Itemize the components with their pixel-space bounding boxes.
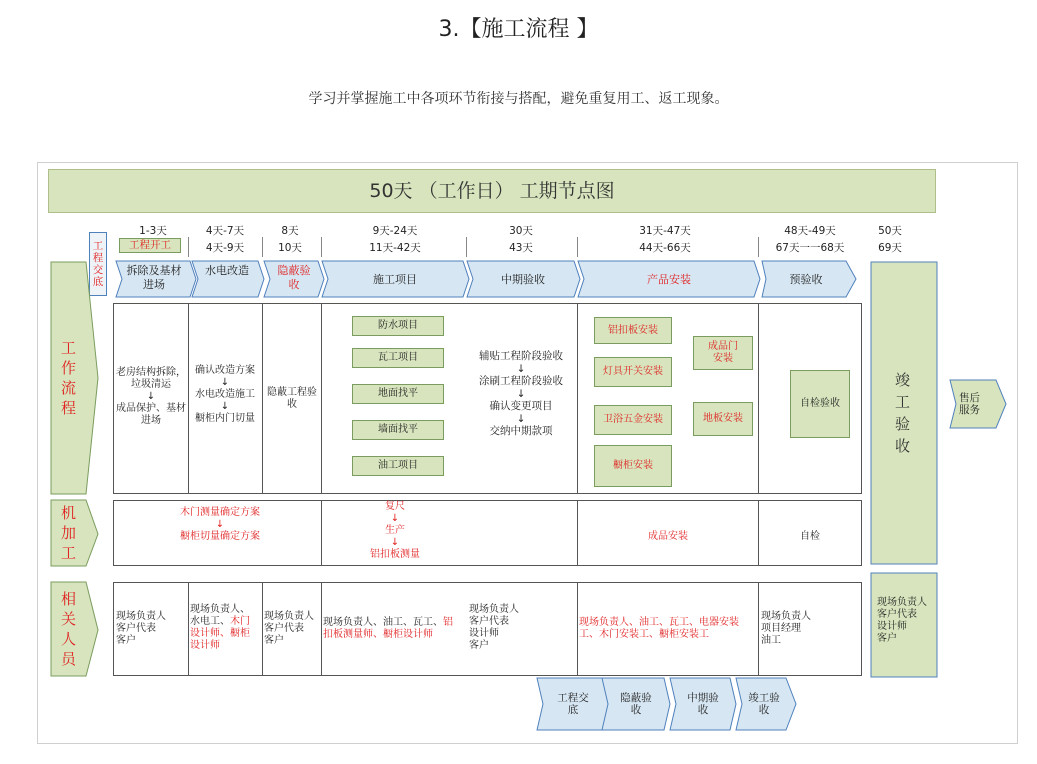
install-item: 卫浴五金安装 [594, 405, 672, 435]
personnel-col2: 现场负责人、 水电工、木门 设计师、橱柜 设计师 [190, 604, 250, 651]
phase-label: 预验收 [789, 273, 823, 286]
day-label: 50天 [878, 225, 902, 237]
grid-line [262, 303, 263, 494]
grid-line [577, 582, 578, 676]
phase-label: 产品安装 [647, 273, 691, 286]
personnel-side-label: 相关人员 [61, 590, 77, 668]
page-title: 3.【施工流程 】 [438, 17, 599, 42]
day-label: 9天-24天 [372, 225, 418, 237]
machine-col3: 成品安装 [648, 531, 688, 542]
completion-personnel: 现场负责人 客户代表 设计师 客户 [877, 597, 927, 644]
personnel-col4: 现场负责人、油工、瓦工、铝 扣板测量师、橱柜设计师 [323, 617, 453, 640]
day-label: 4天-7天 [205, 225, 245, 237]
construction-item: 防水项目 [352, 316, 444, 336]
workflow-side-label: 工作流程 [61, 339, 77, 417]
bottom-step-label: 工程交底 [557, 692, 589, 716]
selfcheck-box: 自检验收 [790, 370, 850, 438]
personnel-col5: 现场负责人 客户代表 设计师 客户 [469, 604, 519, 651]
after-sales-label: 售后服务 [959, 392, 980, 416]
install-item: 橱柜安装 [594, 445, 672, 487]
grid-line [758, 303, 759, 494]
bottom-step-label: 竣工验收 [748, 692, 780, 716]
grid-line [188, 303, 189, 494]
machine-col2: 复尺 ↓ 生产 ↓ 铝扣板测量 [370, 501, 420, 560]
construction-item: 瓦工项目 [352, 348, 444, 368]
phase-label: 水电改造 [205, 264, 249, 277]
bottom-step-label: 中期验收 [687, 692, 719, 716]
phase-label: 拆除及基材进场 [126, 264, 182, 291]
workflow-col2: 确认改造方案 ↓ 水电改造施工 ↓ 橱柜内门切量 [195, 365, 255, 424]
personnel-col7: 现场负责人 项目经理 油工 [761, 611, 811, 646]
day-label: 69天 [878, 242, 902, 254]
workflow-col3: 隐蔽工程验收 [267, 387, 317, 410]
install-item: 灯具开关安装 [594, 357, 672, 387]
grid-line [321, 303, 322, 494]
personnel-col1: 现场负责人 客户代表 客户 [116, 611, 166, 646]
grid-line [321, 582, 322, 676]
day-label: 4天-9天 [205, 242, 245, 254]
personnel-col6: 现场负责人、油工、瓦工、电器安装 工、木门安装工、橱柜安装工 [579, 617, 739, 640]
day-label: 10天 [278, 242, 302, 254]
day-label: 48天-49天 [784, 225, 836, 237]
grid-line [321, 500, 322, 566]
day-label: 43天 [509, 242, 533, 254]
jiaodi-label: 工程交底 [89, 232, 107, 296]
page-subtitle: 学习并掌握施工中各项环节衔接与搭配，避免重复用工、返工现象。 [308, 91, 729, 107]
install-item: 成品门安装 [693, 336, 753, 370]
day-label: 67天一一68天 [775, 242, 845, 254]
machine-col4: 自检 [800, 531, 820, 542]
machine-col1: 木门测量确定方案 ↓ 橱柜切量确定方案 [180, 507, 260, 542]
install-item: 铝扣板安装 [594, 317, 672, 344]
day-label: 1-3天 [139, 225, 167, 237]
construction-item: 油工项目 [352, 456, 444, 476]
diagram-banner: 50天 （工作日） 工期节点图 [48, 169, 936, 213]
grid-line [577, 303, 578, 494]
completion-label: 竣工验收 [895, 371, 911, 455]
grid-line [262, 582, 263, 676]
phase-label: 中期验收 [501, 273, 545, 286]
day-label: 30天 [509, 225, 533, 237]
construction-item: 地面找平 [352, 384, 444, 404]
midcheck-steps: 辅贴工程阶段验收 ↓ 涂刷工程阶段验收 ↓ 确认变更项目 ↓ 交纳中期款项 [479, 350, 563, 437]
install-item: 地板安装 [693, 402, 753, 436]
day-label: 31天-47天 [639, 225, 691, 237]
day-label: 8天 [281, 225, 299, 237]
bottom-step-label: 隐蔽验收 [620, 692, 652, 716]
phase-label: 隐蔽验收 [277, 264, 311, 291]
day-label: 11天-42天 [369, 242, 421, 254]
phase-label: 施工项目 [373, 273, 417, 286]
personnel-col3: 现场负责人 客户代表 客户 [264, 611, 314, 646]
start-badge: 工程开工 [119, 238, 181, 253]
machine-side-label: 机加工 [61, 504, 77, 562]
grid-line [758, 582, 759, 676]
day-label: 44天-66天 [639, 242, 691, 254]
construction-item: 墙面找平 [352, 420, 444, 440]
grid-line [188, 582, 189, 676]
workflow-col1: 老房结构拆除，垃圾清运 ↓ 成品保护、基材进场 [116, 367, 186, 426]
